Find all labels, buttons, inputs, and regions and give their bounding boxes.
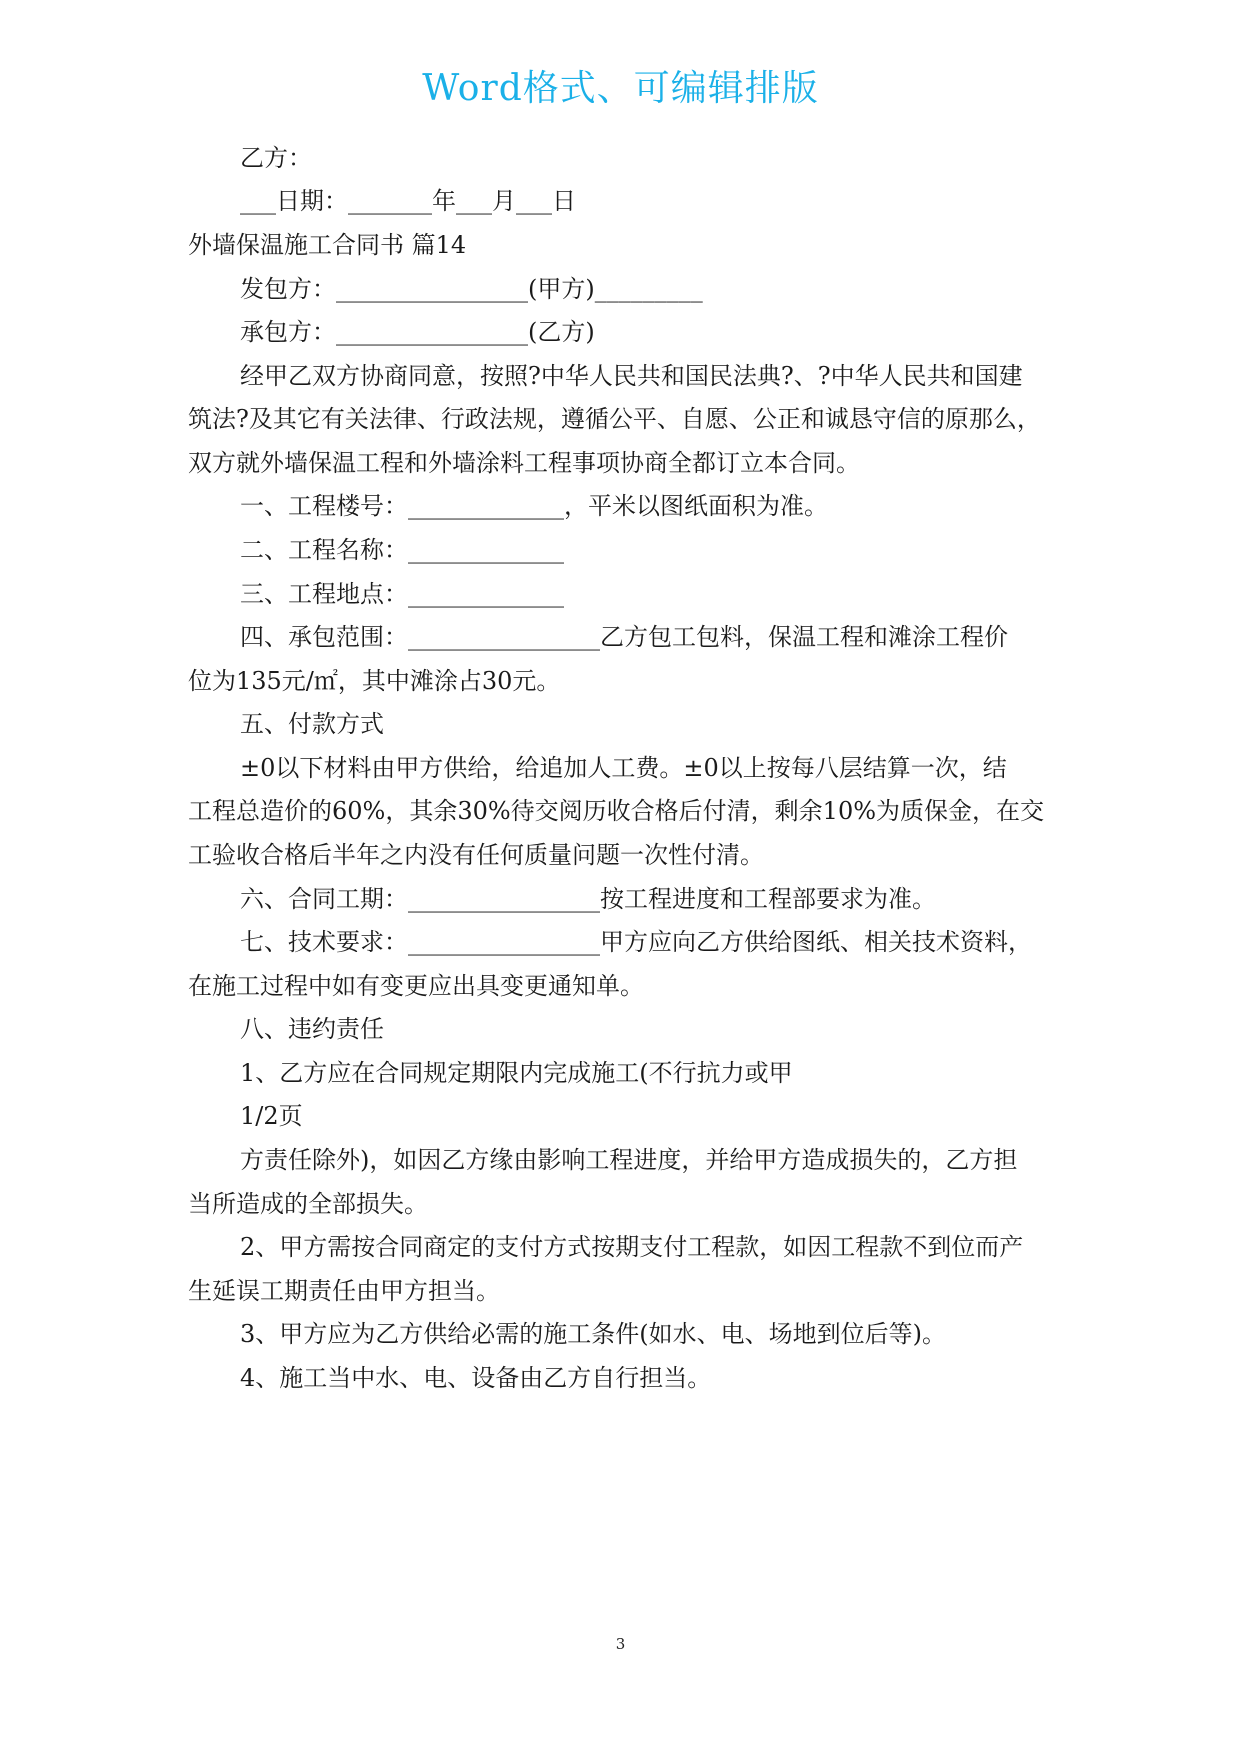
text-line: 二、工程名称：_____________	[240, 536, 564, 564]
text-line: 八、违约责任	[240, 1015, 384, 1043]
text-line: 在施工过程中如有变更应出具变更通知单。	[188, 972, 644, 1000]
page-marker: 1/2页	[240, 1102, 303, 1130]
text-line: 经甲乙双方协商同意，按照?中华人民共和国民法典?、?中华人民共和国建	[240, 362, 1023, 390]
text-line: 五、付款方式	[240, 710, 384, 738]
text-line: 一、工程楼号：_____________，平米以图纸面积为准。	[240, 492, 828, 520]
header-title: Word格式、可编辑排版	[422, 68, 819, 109]
text-line: ±0以下材料由甲方供给，给追加人工费。±0以上按每八层结算一次，结	[240, 754, 1007, 782]
text-line: 筑法?及其它有关法律、行政法规，遵循公平、自愿、公正和诚恳守信的原那么，	[188, 405, 1041, 433]
section-heading: 外墙保温施工合同书 篇14	[188, 231, 467, 259]
text-line: 七、技术要求：________________甲方应向乙方供给图纸、相关技术资料，	[240, 928, 1032, 956]
page-number: 3	[615, 1635, 626, 1653]
text-line: 三、工程地点：_____________	[240, 580, 564, 608]
text-line: 位为135元/㎡，其中滩涂占30元。	[188, 667, 561, 695]
text-line: 双方就外墙保温工程和外墙涂料工程事项协商全都订立本合同。	[188, 449, 860, 477]
text-line: 方责任除外)，如因乙方缘由影响工程进度，并给甲方造成损失的，乙方担	[240, 1146, 1018, 1174]
text-line: 工验收合格后半年之内没有任何质量问题一次性付清。	[188, 841, 764, 869]
text-line: 4、施工当中水、电、设备由乙方自行担当。	[240, 1364, 712, 1392]
text-line: 当所造成的全部损失。	[188, 1190, 428, 1218]
text-line: 乙方：	[240, 144, 312, 172]
text-line: 承包方：________________(乙方)	[240, 318, 595, 346]
text-line: 发包方：________________(甲方)_________	[240, 275, 703, 303]
text-line: ___日期：_______年___月___日	[240, 187, 576, 215]
text-line: 六、合同工期：________________按工程进度和工程部要求为准。	[240, 885, 936, 913]
text-line: 3、甲方应为乙方供给必需的施工条件(如水、电、场地到位后等)。	[240, 1320, 946, 1348]
text-line: 1、乙方应在合同规定期限内完成施工(不行抗力或甲	[240, 1059, 793, 1087]
text-line: 2、甲方需按合同商定的支付方式按期支付工程款，如因工程款不到位而产	[240, 1233, 1024, 1261]
text-line: 工程总造价的60%，其余30%待交阅历收合格后付清，剩余10%为质保金，在交	[188, 797, 1045, 825]
text-line: 四、承包范围：________________乙方包工包料，保温工程和滩涂工程价	[240, 623, 1008, 651]
text-line: 生延误工期责任由甲方担当。	[188, 1277, 500, 1305]
